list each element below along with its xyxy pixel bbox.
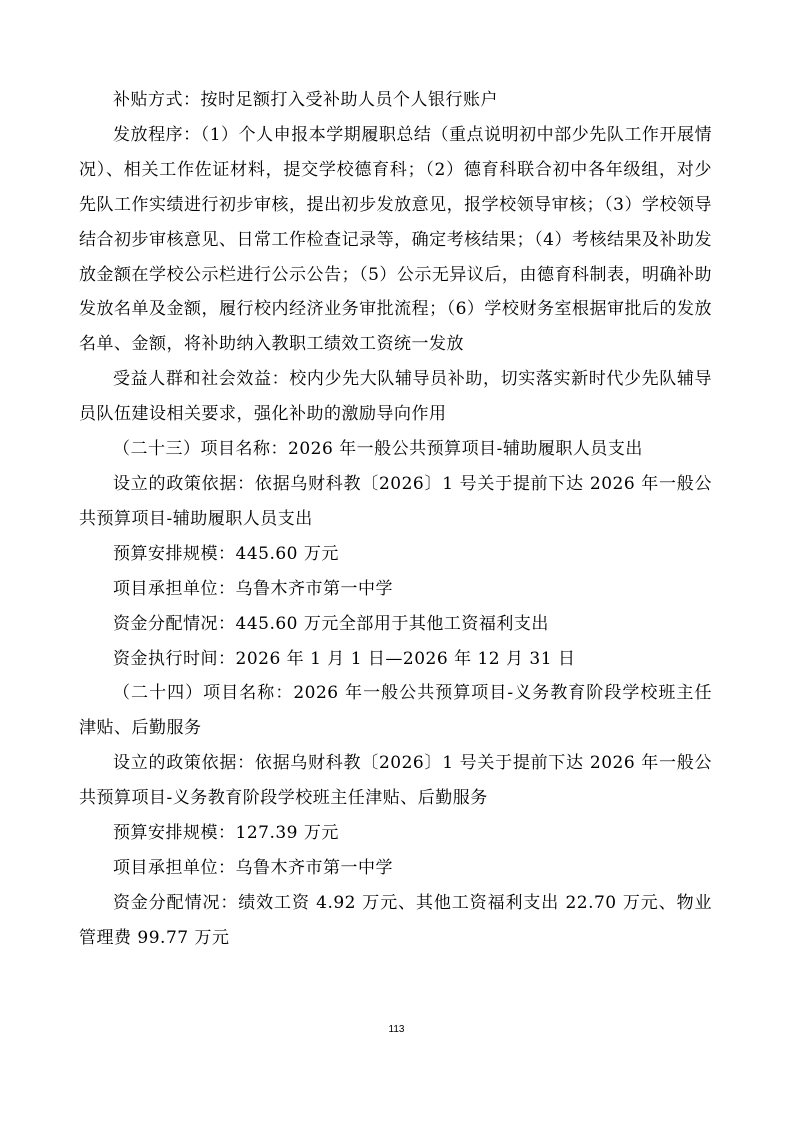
paragraph-fund-allocation-24: 资金分配情况：绩效工资 4.92 万元、其他工资福利支出 22.70 万元、物业管理费 99.77 万元 (79, 892, 712, 948)
paragraph-distribution-procedure: 发放程序：（1）个人申报本学期履职总结（重点说明初中部少先队工作开展情况）、相关工作佐证材料，提交学校德育科；（2）德育科联合初中各年级组，对少先队工作实绩进行初步审核，提出初步发放意见，报学校领导审核；（3）学校领导结合初步审核意见、日常工作检查记录等，确定考核结果；（4）考核结果及补助发放金额在学校公示栏进行公示公告；（5）公示无异议后，由德育科制表，明确补助发放名单及金额，履行校内经济业务审批流程；（6）学校财务室根据审批后的发放名单、金额，将补助纳入教职工绩效工资统一发放 (79, 124, 712, 355)
paragraph-undertaking-unit-23: 项目承担单位：乌鲁木齐市第一中学 (113, 578, 393, 599)
section-heading-24: （二十四）项目名称：2026 年一般公共预算项目-义务教育阶段学校班主任津贴、后勤服务 (79, 683, 712, 739)
paragraph-undertaking-unit-24: 项目承担单位：乌鲁木齐市第一中学 (113, 857, 393, 878)
paragraph-budget-scale-23: 预算安排规模：445.60 万元 (113, 543, 339, 564)
section-heading-23: （二十三）项目名称：2026 年一般公共预算项目-辅助履职人员支出 (113, 439, 643, 460)
paragraph-policy-basis-24: 设立的政策依据：依据乌财科教〔2026〕1 号关于提前下达 2026 年一般公共预算项目-义务教育阶段学校班主任津贴、后勤服务 (79, 753, 712, 809)
page-number: 113 (388, 1024, 405, 1035)
paragraph-budget-scale-24: 预算安排规模：127.39 万元 (113, 823, 339, 844)
paragraph-execution-time-23: 资金执行时间：2026 年 1 月 1 日—2026 年 12 月 31 日 (113, 648, 576, 669)
paragraph-policy-basis-23: 设立的政策依据：依据乌财科教〔2026〕1 号关于提前下达 2026 年一般公共预算项目-辅助履职人员支出 (79, 473, 712, 529)
document-body (79, 83, 712, 956)
paragraph-fund-allocation-23: 资金分配情况：445.60 万元全部用于其他工资福利支出 (113, 613, 549, 634)
paragraph-subsidy-method: 补贴方式：按时足额打入受补助人员个人银行账户 (113, 90, 498, 110)
paragraph-beneficiaries: 受益人群和社会效益：校内少先大队辅导员补助，切实落实新时代少先队辅导员队伍建设相关要求，强化补助的激励导向作用 (79, 369, 712, 425)
